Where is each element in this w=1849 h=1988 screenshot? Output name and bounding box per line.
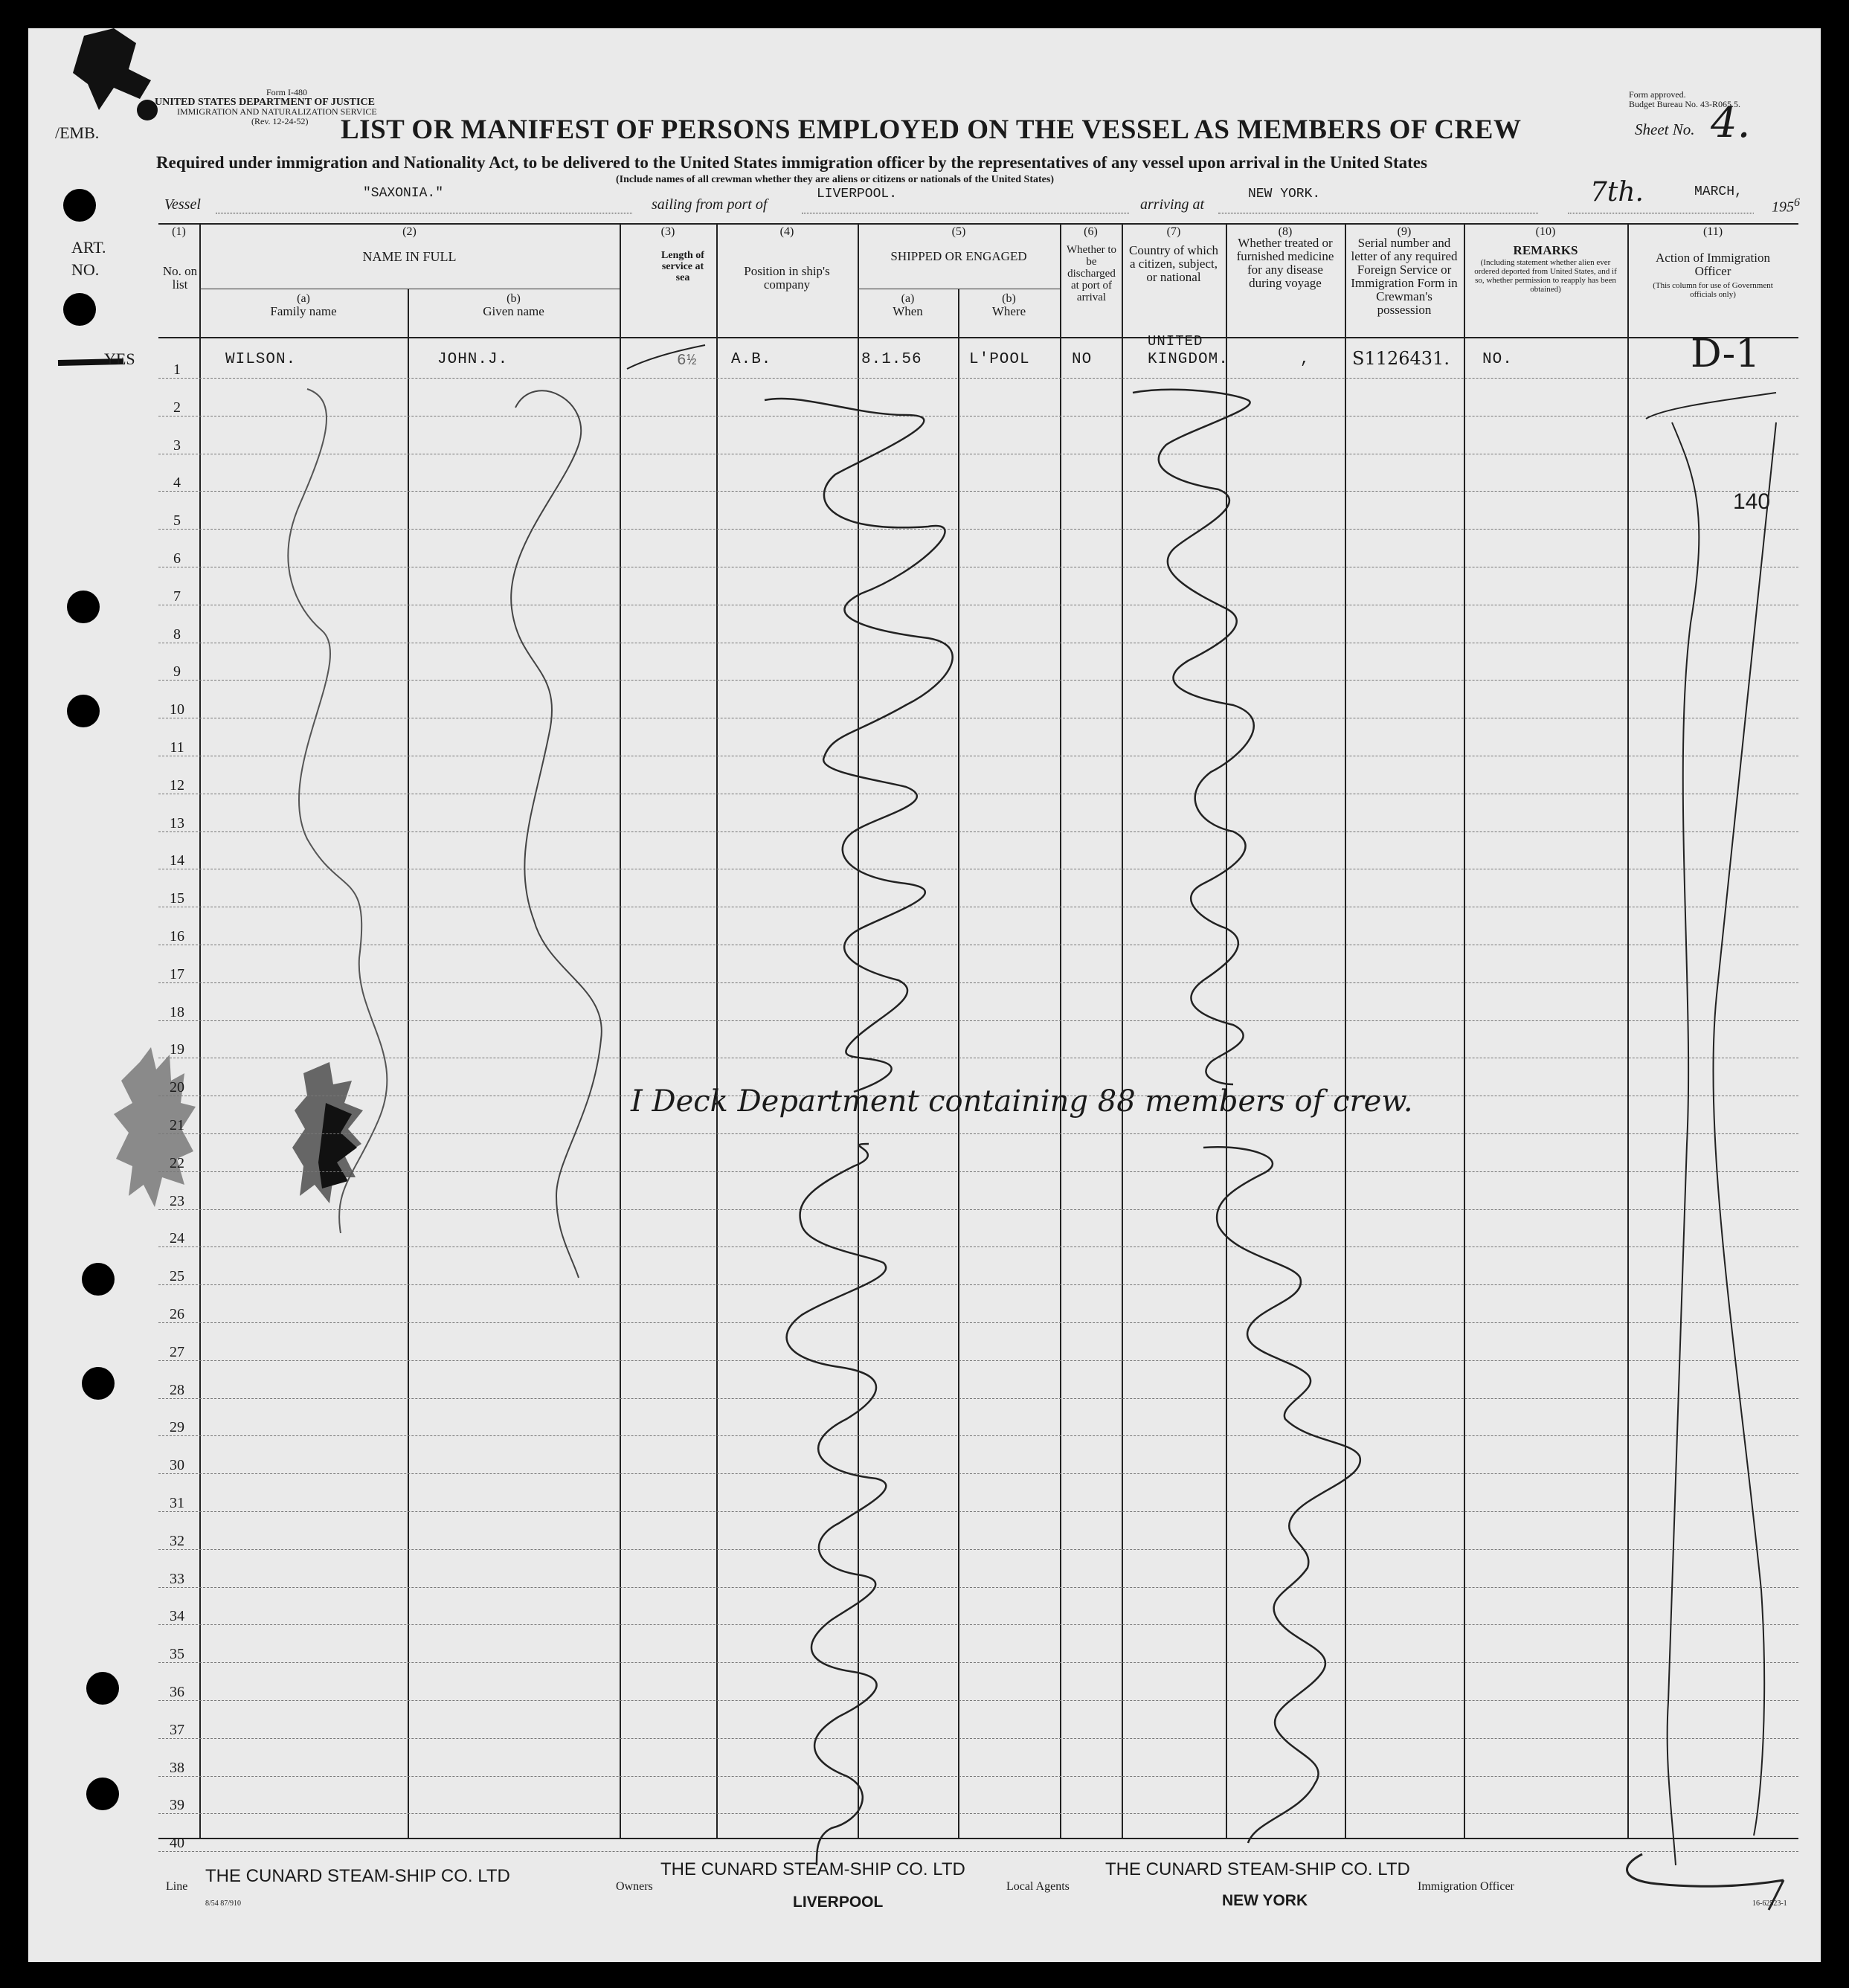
arrival-year-prefix: 195 <box>1772 199 1794 216</box>
row-number: 9 <box>173 663 181 681</box>
officer-strike-right <box>1713 422 1776 1836</box>
arriving-value: NEW YORK. <box>1248 187 1321 202</box>
owners-city: LIVERPOOL <box>793 1894 884 1911</box>
row-number: 2 <box>173 399 181 416</box>
col10-number: (10) <box>1535 225 1556 238</box>
arrival-month: MARCH, <box>1694 184 1743 199</box>
col9-number: (9) <box>1397 225 1412 238</box>
col3-header: Length of service at sea <box>661 250 704 283</box>
row-number: 1 <box>173 361 181 378</box>
row-number: 7 <box>173 588 181 605</box>
row-number: 15 <box>170 890 184 907</box>
row-number: 32 <box>170 1532 184 1549</box>
margin-emb: /EMB. <box>55 123 100 142</box>
entry-position: A.B. <box>731 351 772 368</box>
entry-family-name: WILSON. <box>225 351 297 368</box>
entry-remarks: NO. <box>1482 351 1513 368</box>
col4-number: (4) <box>779 225 794 238</box>
col1-header: No. on list <box>162 264 198 292</box>
entry-length-of-service: 6½ <box>677 353 698 370</box>
row-number: 5 <box>173 512 181 530</box>
strike-through-lines <box>28 28 1821 1962</box>
row-number: 22 <box>170 1154 184 1171</box>
margin-yes: YES <box>104 350 135 368</box>
given-name-strike <box>511 390 602 1278</box>
approval-line-2: Budget Bureau No. 43-R065.5. <box>1629 99 1740 109</box>
entry-where: L'POOL <box>969 351 1030 368</box>
col10-header: REMARKS <box>1513 243 1578 257</box>
col2b-header: Given name <box>483 304 544 318</box>
print-code-right: 16-62523-1 <box>1752 1899 1787 1908</box>
vessel-value: "SAXONIA." <box>363 186 444 201</box>
col1-number: (1) <box>172 225 186 238</box>
row-number: 8 <box>173 625 181 643</box>
row-number: 3 <box>173 437 181 454</box>
entry-medicine: , <box>1300 351 1311 368</box>
col2-header: NAME IN FULL <box>362 249 457 264</box>
col6-header: Whether to be discharged at port of arrival <box>1066 244 1117 303</box>
col5-number: (5) <box>951 225 966 238</box>
col5a-header: When <box>893 304 923 318</box>
col2a-header: Family name <box>270 304 337 318</box>
entry-country-line1: UNITED <box>1148 333 1203 350</box>
position-strike-top <box>765 399 953 1092</box>
row-number: 12 <box>170 776 184 794</box>
row-number: 36 <box>170 1684 184 1700</box>
col10-subheader: (Including statement whether alien ever ordered deported from United States, and if so, whether permission to reapply has been obtained) <box>1474 258 1617 294</box>
row-number: 34 <box>170 1608 184 1625</box>
col8-number: (8) <box>1278 225 1293 238</box>
agents-city: NEW YORK <box>1222 1892 1308 1909</box>
print-code-left: 8/54 87/910 <box>205 1899 242 1908</box>
col4-header: Position in ship's company <box>744 264 830 292</box>
entry-country-line2: KINGDOM. <box>1148 351 1229 368</box>
sheet-number: 4. <box>1711 99 1751 147</box>
margin-no: NO. <box>71 260 100 279</box>
row-number: 38 <box>170 1759 184 1776</box>
row-number: 24 <box>170 1230 184 1247</box>
row-number: 27 <box>170 1343 184 1360</box>
row-number: 29 <box>170 1419 184 1436</box>
department-name: UNITED STATES DEPARTMENT OF JUSTICE <box>155 97 375 108</box>
entry-discharged: NO <box>1072 351 1093 368</box>
vessel-label: Vessel <box>164 196 201 213</box>
col6-number: (6) <box>1084 225 1098 238</box>
owners-label: Owners <box>616 1880 653 1893</box>
position-strike-bottom <box>787 1144 887 1865</box>
line-label: Line <box>166 1880 188 1893</box>
row-number: 39 <box>170 1797 184 1814</box>
entry-officer-mark: D-1 <box>1691 332 1760 376</box>
col3-number: (3) <box>660 225 675 238</box>
row-number: 16 <box>170 928 184 945</box>
arriving-label: arriving at <box>1140 196 1205 213</box>
arrival-day: 7th. <box>1590 177 1644 208</box>
entry-serial: S1126431. <box>1352 348 1450 369</box>
row-number: 30 <box>170 1457 184 1474</box>
col2a-number: (a) <box>297 292 310 305</box>
row-number: 37 <box>170 1721 184 1738</box>
row-number: 40 <box>170 1835 184 1852</box>
row-number: 25 <box>170 1268 184 1285</box>
row-number: 14 <box>170 852 184 869</box>
row-number: 21 <box>170 1117 184 1133</box>
sailing-value: LIVERPOOL. <box>817 187 898 202</box>
col11-number: (11) <box>1702 225 1723 238</box>
col5a-number: (a) <box>901 292 915 305</box>
row-number: 4 <box>173 475 181 492</box>
sheet-label: Sheet No. <box>1635 120 1695 138</box>
margin-art: ART. <box>71 238 106 257</box>
form-subnote: (Include names of all crewman whether they are aliens or citizens or nationals of the United States) <box>616 174 1054 185</box>
row-number: 23 <box>170 1192 184 1209</box>
row-number: 28 <box>170 1381 184 1398</box>
family-name-strike <box>288 389 387 1233</box>
col2b-number: (b) <box>507 292 521 305</box>
sailing-label: sailing from port of <box>652 196 768 213</box>
col7-header: Country of which a citizen, subject, or national <box>1129 243 1218 284</box>
department-note: I Deck Department containing 88 members of crew. <box>631 1084 1413 1119</box>
agents-value: THE CUNARD STEAM-SHIP CO. LTD <box>1105 1859 1410 1879</box>
row-number: 20 <box>170 1079 184 1096</box>
col5b-number: (b) <box>1002 292 1016 305</box>
col5-header: SHIPPED OR ENGAGED <box>890 249 1027 263</box>
col7-number: (7) <box>1166 225 1181 238</box>
arrival-year-suffix: 6 <box>1794 196 1800 209</box>
row-number: 18 <box>170 1003 184 1020</box>
col9-header: Serial number and letter of any required Foreign Service or Immigration Form in Crewman's possession <box>1351 236 1458 317</box>
service-name: IMMIGRATION AND NATURALIZATION SERVICE <box>177 106 377 117</box>
col5b-header: Where <box>991 304 1026 318</box>
row-number: 19 <box>170 1041 184 1058</box>
line-value: THE CUNARD STEAM-SHIP CO. LTD <box>205 1866 510 1886</box>
row-number: 6 <box>173 550 181 567</box>
row-number: 31 <box>170 1495 184 1511</box>
row-number: 35 <box>170 1646 184 1663</box>
col8-header: Whether treated or furnished medicine for any disease during voyage <box>1236 236 1334 290</box>
col2-number: (2) <box>402 225 417 238</box>
row-number: 17 <box>170 965 184 982</box>
owners-value: THE CUNARD STEAM-SHIP CO. LTD <box>660 1859 965 1879</box>
officer-strike-left <box>1668 422 1700 1865</box>
officer-label: Immigration Officer <box>1418 1880 1514 1893</box>
form-revision: (Rev. 12-24-52) <box>251 116 309 126</box>
col11-subheader: (This column for use of Government officials only) <box>1653 281 1773 299</box>
row-number: 33 <box>170 1570 184 1587</box>
manifest-sheet <box>28 28 1821 1962</box>
row-number: 11 <box>170 739 184 756</box>
col11-header: Action of Immigration Officer <box>1656 251 1770 278</box>
form-subtitle: Required under immigration and Nationality Act, to be delivered to the United States immigration officer by the representatives of any vessel upon arrival in the United States <box>156 153 1427 172</box>
entry-when: 8.1.56 <box>861 351 922 368</box>
country-strike-top <box>1133 390 1254 1084</box>
entry-given-name: JOHN.J. <box>437 351 509 368</box>
country-strike-bottom <box>1203 1147 1360 1843</box>
form-number: Form I-480 <box>266 87 307 97</box>
row-number: 26 <box>170 1306 184 1322</box>
form-title: LIST OR MANIFEST OF PERSONS EMPLOYED ON THE VESSEL AS MEMBERS OF CREW <box>341 115 1522 145</box>
row-number: 13 <box>170 814 184 831</box>
approval-line-1: Form approved. <box>1629 89 1686 100</box>
officer-count: 140 <box>1733 489 1771 514</box>
officer-top-hook <box>1646 393 1776 419</box>
row-number: 10 <box>170 701 184 718</box>
agents-label: Local Agents <box>1006 1880 1070 1893</box>
